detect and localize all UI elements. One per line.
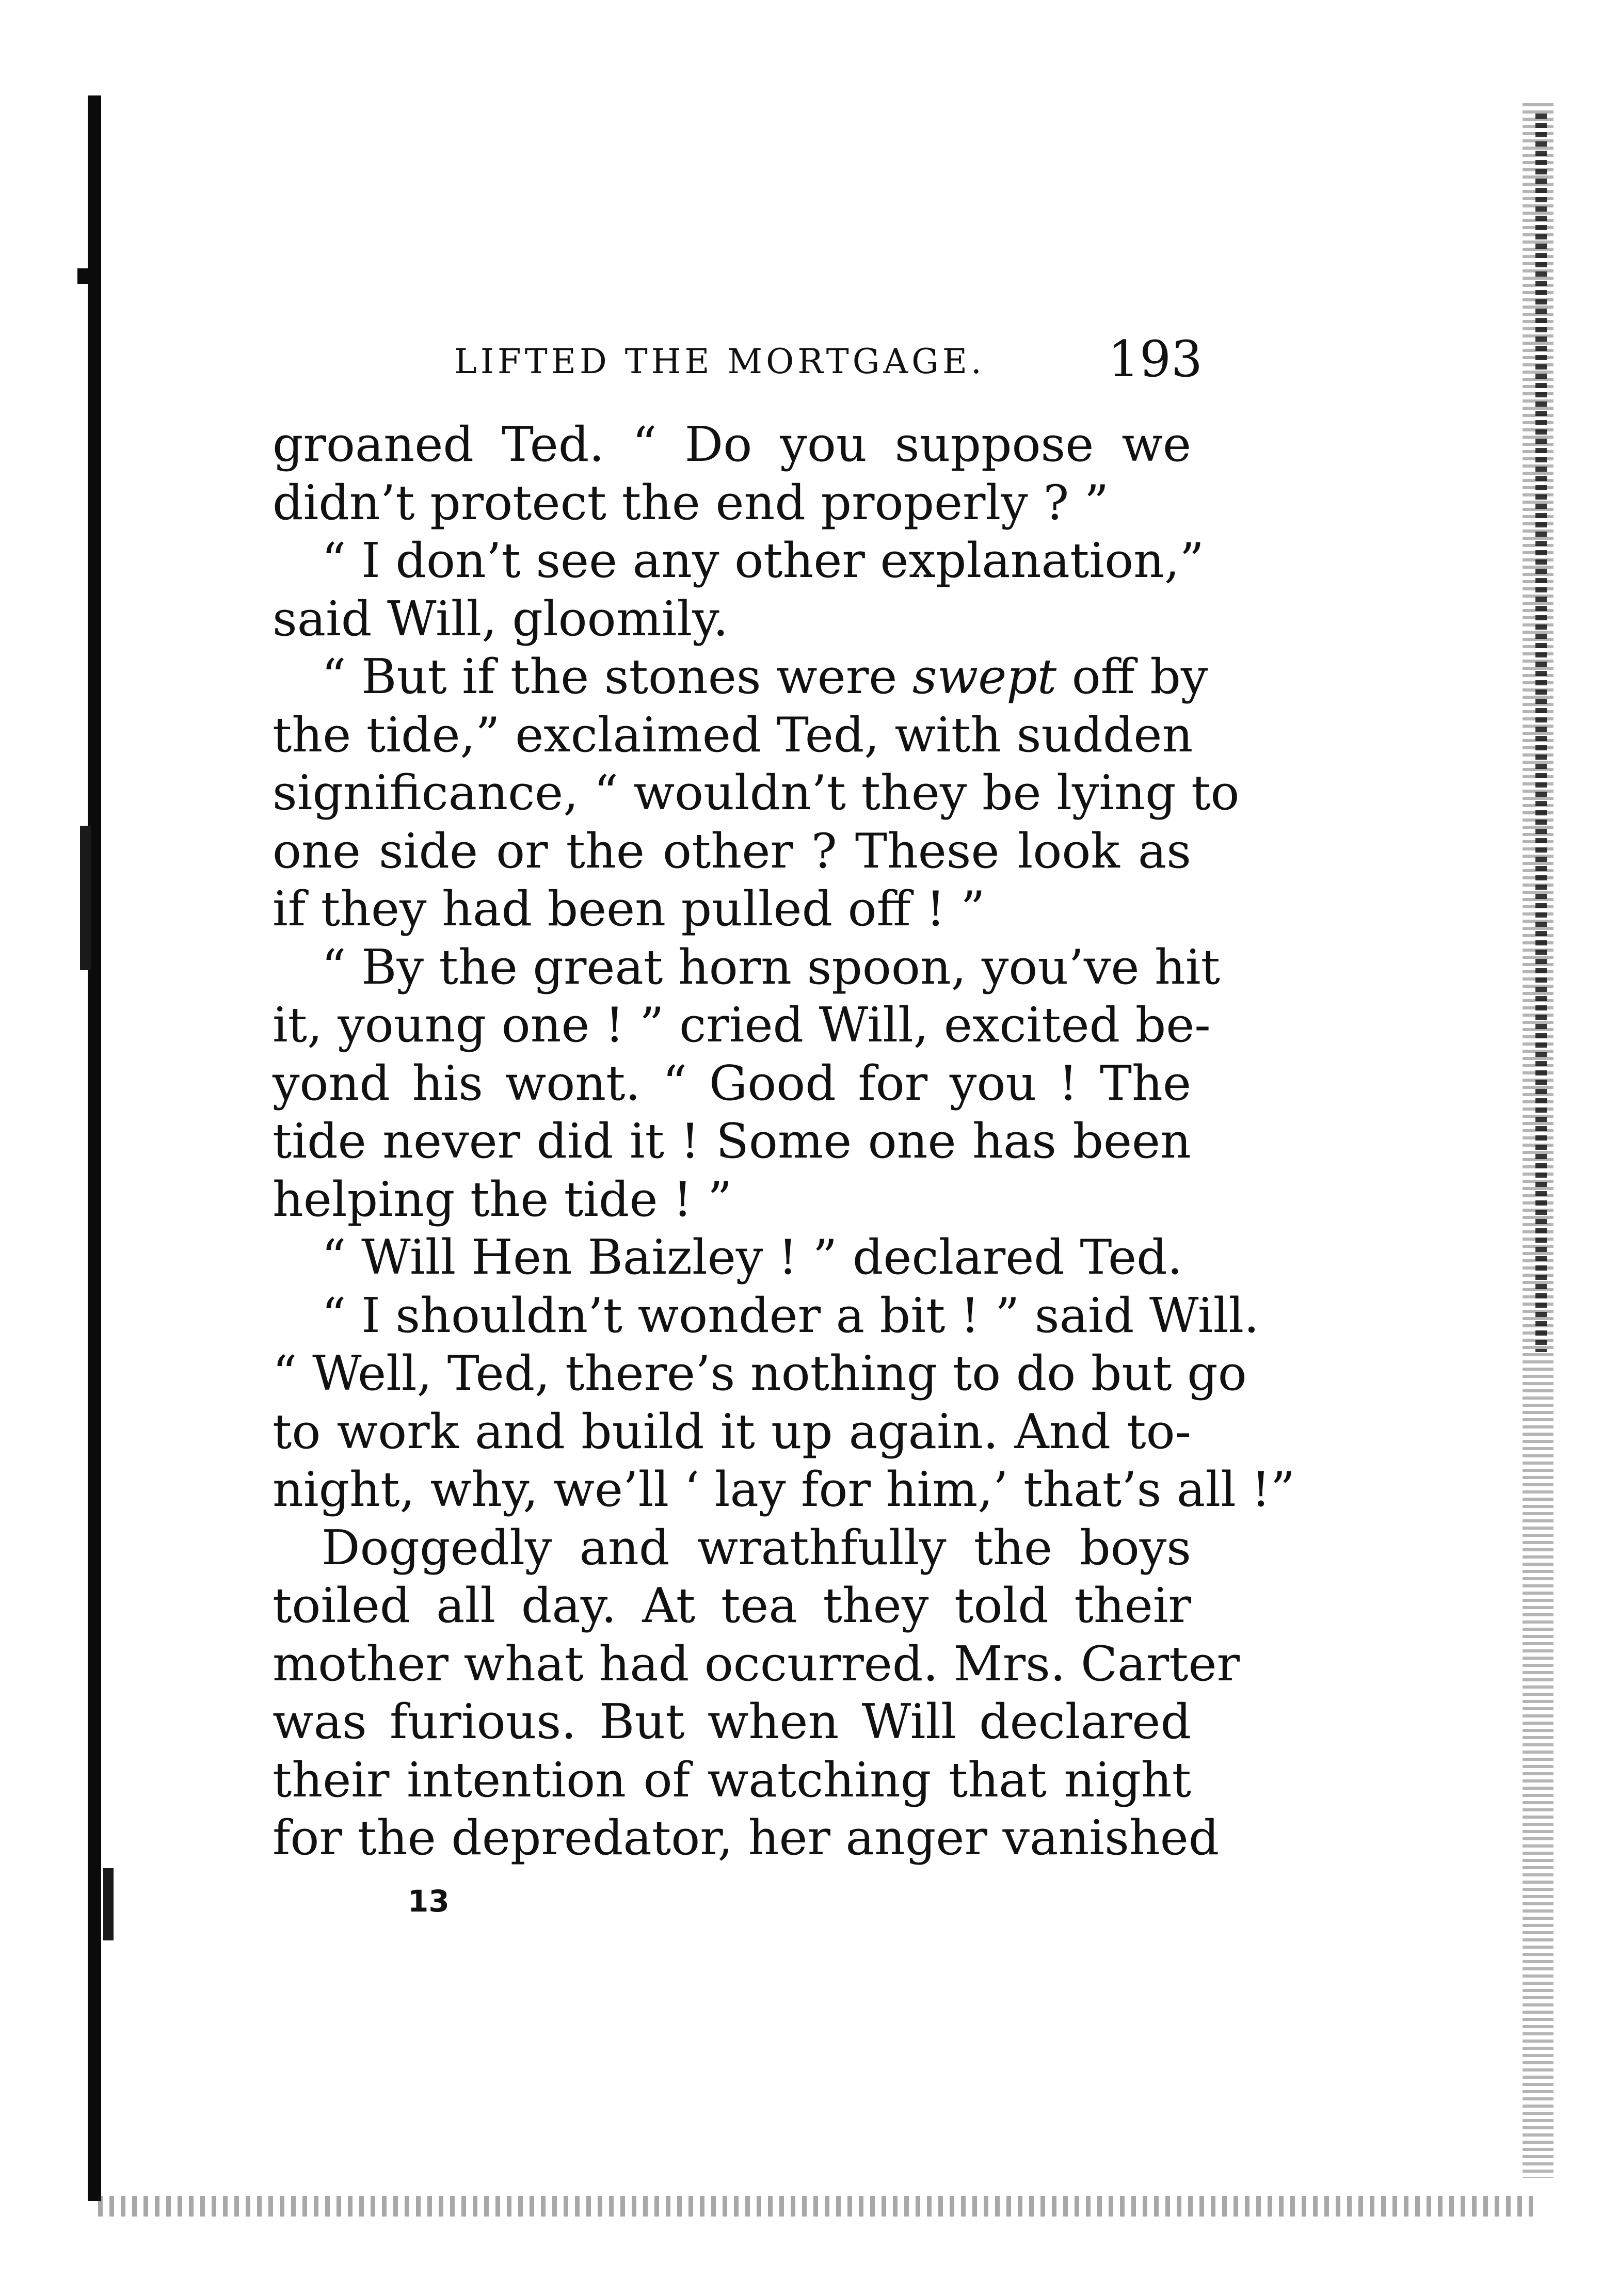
text-line: the tide,” exclaimed Ted, with sudden xyxy=(273,707,1193,763)
text-line: didn’t protect the end properly ? ” xyxy=(273,474,1109,531)
italic-emphasis: swept xyxy=(912,649,1057,704)
text-line: toiled all day. At tea they told their xyxy=(273,1578,1191,1633)
text-line: “ I don’t see any other explanation,” xyxy=(322,533,1205,588)
signature-mark: 13 xyxy=(408,1884,450,1919)
text-line: significance, “ wouldn’t they be lying to xyxy=(273,765,1240,821)
text-line: was furious. But when Will declared xyxy=(273,1694,1191,1749)
text-line: one side or the other ? These look as xyxy=(273,823,1191,879)
text-line: “ Well, Ted, there’s nothing to do but go xyxy=(273,1345,1247,1401)
text-line: helping the tide ! ” xyxy=(273,1171,732,1227)
text-line: mother what had occurred. Mrs. Carter xyxy=(273,1635,1240,1692)
text-line: their intention of watching that night xyxy=(273,1752,1191,1808)
scan-bottom-edge xyxy=(98,2196,1533,2217)
text-segment: “ But if the stones were xyxy=(322,649,912,704)
running-head xyxy=(454,330,1203,392)
scan-edge-mark xyxy=(77,268,93,284)
text-line: night, why, we’ll ‘ lay for him,’ that’s all !” xyxy=(273,1462,1295,1517)
text-line: groaned Ted. “ Do you suppose we xyxy=(273,416,1191,472)
text-segment: off by xyxy=(1056,649,1208,704)
text-line: “ I shouldn’t wonder a bit ! ” said Will. xyxy=(322,1287,1259,1343)
text-line: if they had been pulled off ! ” xyxy=(273,881,985,937)
scan-left-edge xyxy=(88,95,101,2201)
page-number: 193 xyxy=(1108,330,1203,388)
text-line: tide never did it ! Some one has been xyxy=(273,1113,1191,1169)
text-line: “ By the great horn spoon, you’ve hit xyxy=(322,939,1221,995)
text-line: to work and build it up again. And to- xyxy=(273,1403,1191,1459)
body-text xyxy=(273,415,1295,1867)
text-line: it, young one ! ” cried Will, excited be- xyxy=(273,997,1211,1053)
scan-right-edge-dark xyxy=(1535,114,1547,1352)
text-line: “ Will Hen Baizley ! ” declared Ted. xyxy=(322,1229,1183,1285)
text-line: Doggedly and wrathfully the boys xyxy=(322,1519,1191,1576)
scan-edge-mark xyxy=(103,1868,114,1940)
scan-edge-mark xyxy=(80,826,91,970)
running-head-title: LIFTED THE MORTGAGE. xyxy=(454,342,986,381)
text-line: for the depredator, her anger vanished xyxy=(273,1810,1220,1866)
text-line: yond his wont. “ Good for you ! The xyxy=(273,1055,1191,1111)
text-line: said Will, gloomily. xyxy=(273,590,729,647)
text-line xyxy=(273,648,1208,706)
